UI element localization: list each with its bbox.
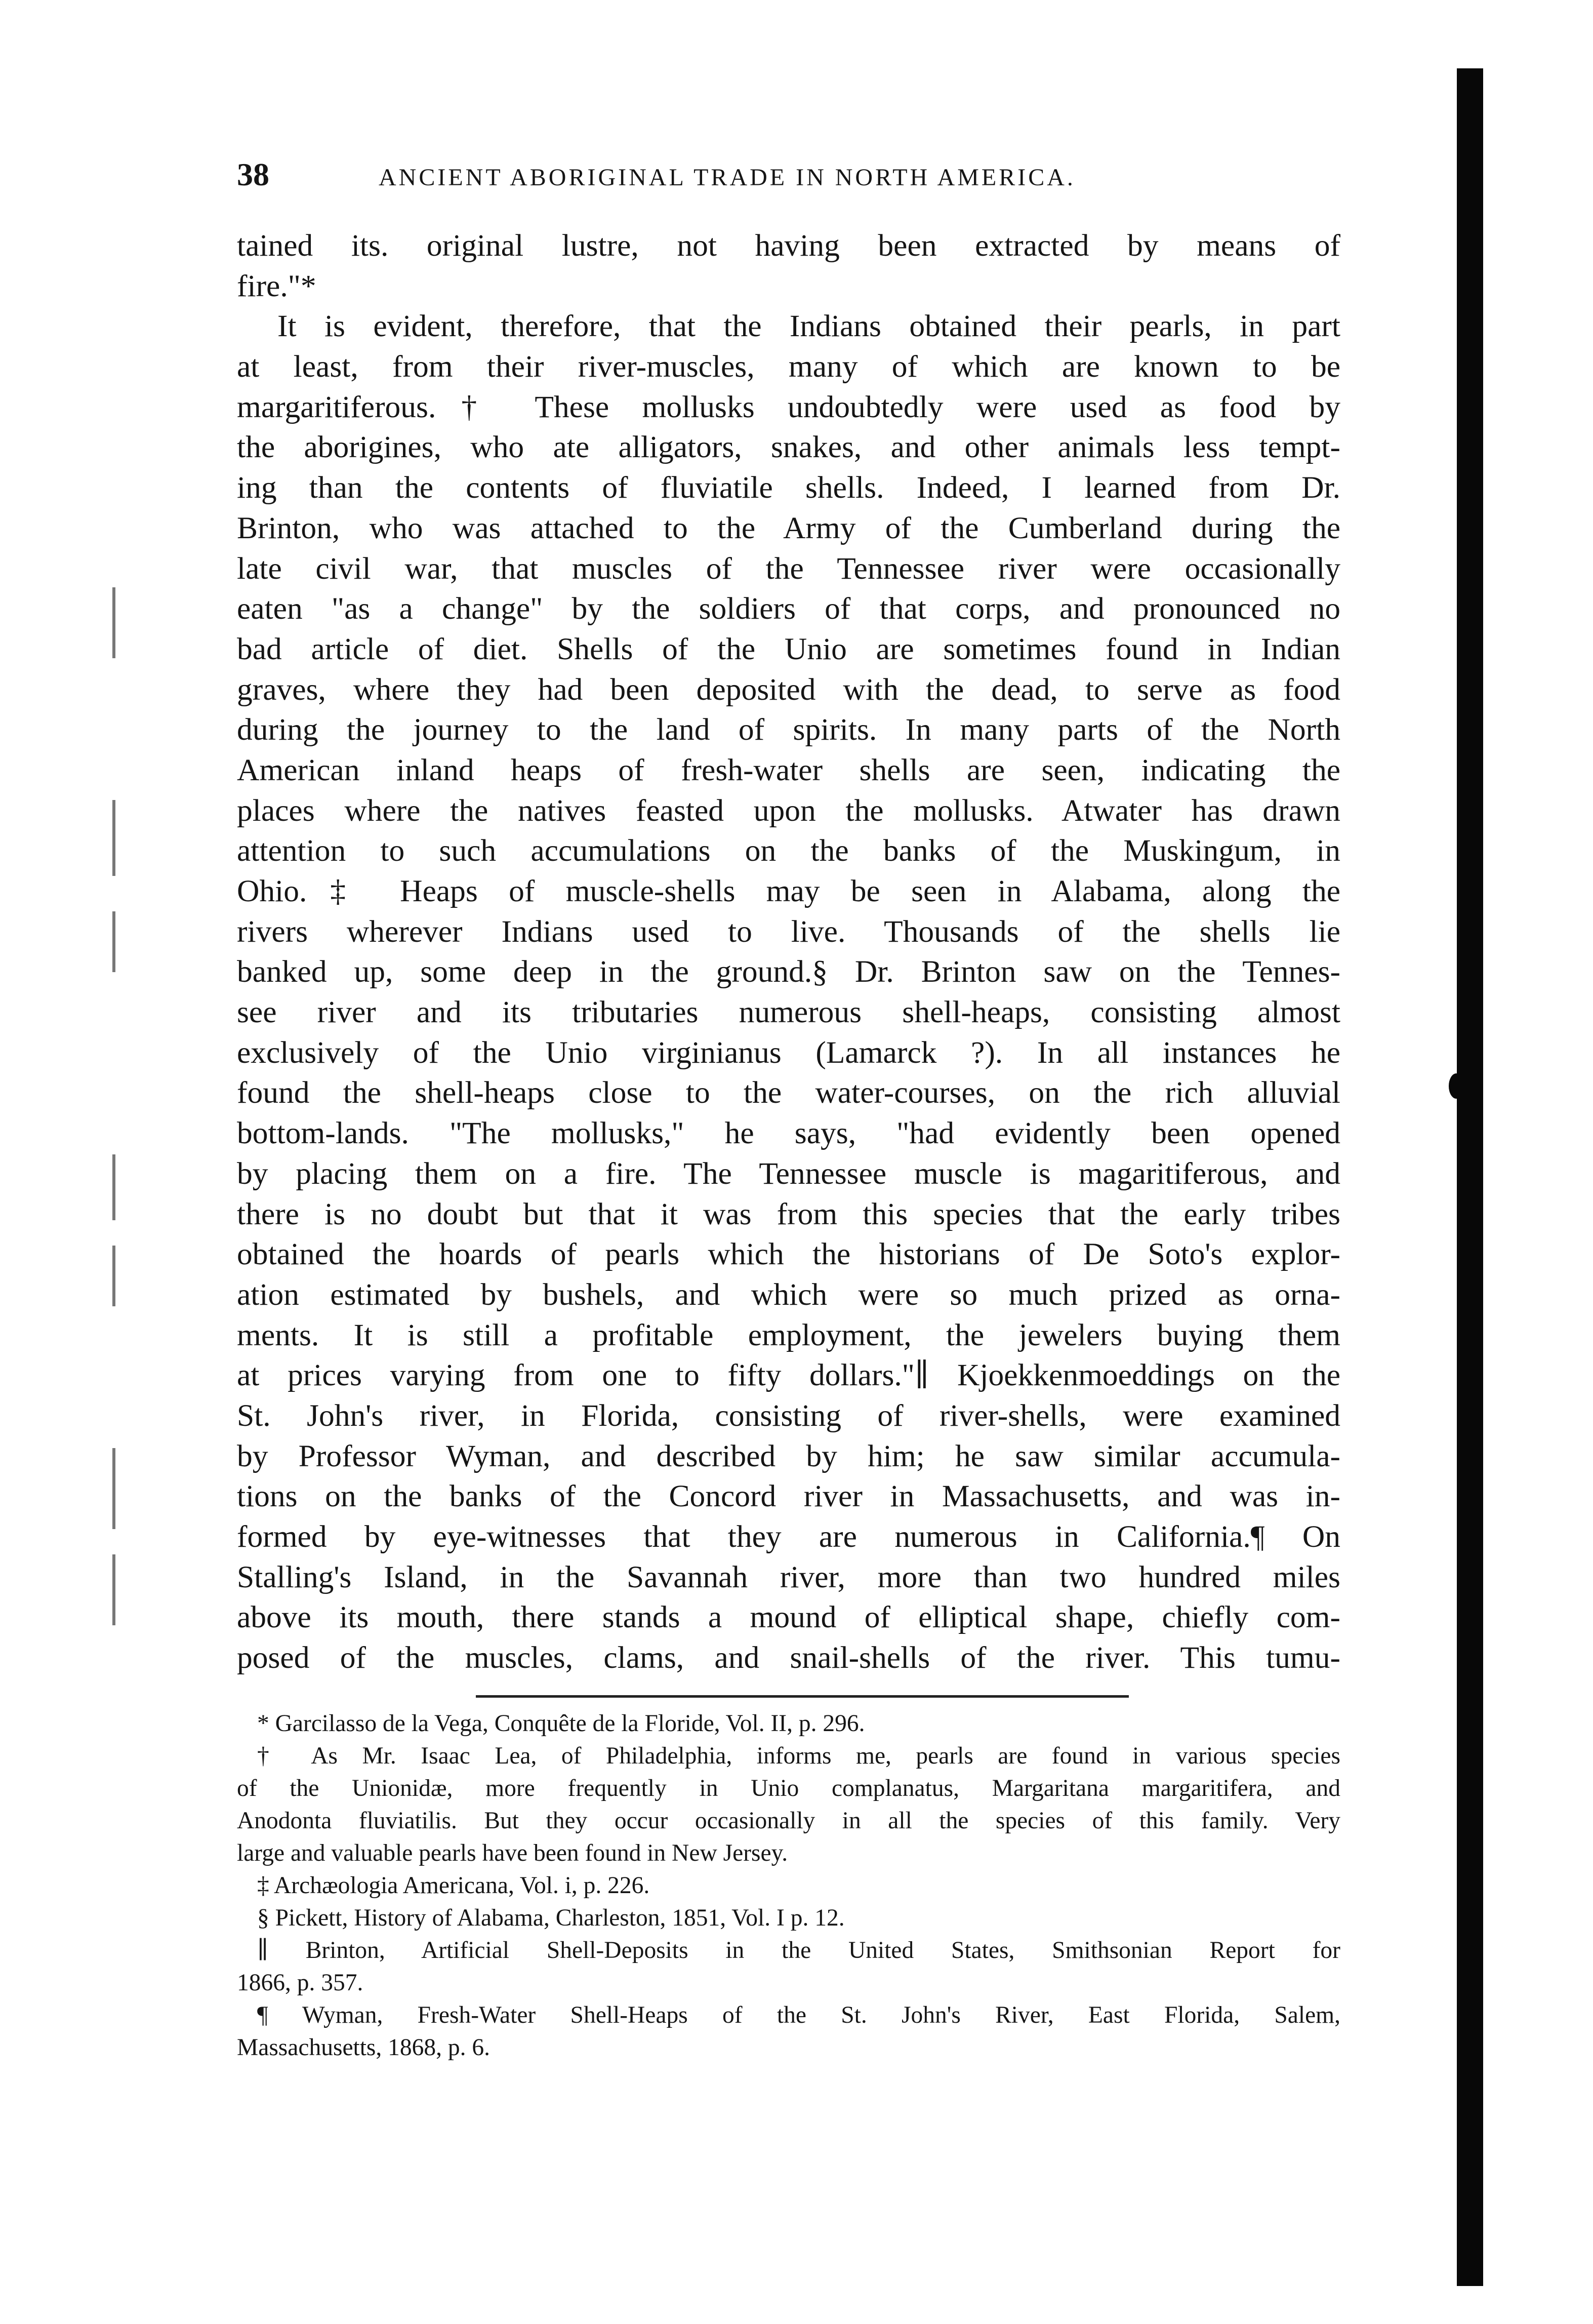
running-head: ANCIENT ABORIGINAL TRADE IN NORTH AMERICA. bbox=[379, 164, 1076, 191]
footnote-divider bbox=[476, 1695, 1129, 1698]
body-line: St. John's river, in Florida, consisting of river-shells, were examined bbox=[237, 1398, 1340, 1433]
footnote-line: † As Mr. Isaac Lea, of Philadelphia, informs me, pearls are found in various species bbox=[257, 1743, 1340, 1769]
body-line: margaritiferous.† These mollusks undoubtedly were used as food by bbox=[237, 389, 1340, 424]
footnote-line: large and valuable pearls have been found in New Jersey. bbox=[237, 1840, 788, 1866]
margin-speck bbox=[112, 800, 115, 876]
margin-speck bbox=[112, 1246, 115, 1306]
body-line: ing than the contents of fluviatile shells. Indeed, I learned from Dr. bbox=[237, 470, 1340, 505]
body-line: Stalling's Island, in the Savannah river, more than two hundred miles bbox=[237, 1559, 1340, 1594]
page-header bbox=[237, 152, 1340, 197]
body-line: at least, from their river-muscles, many of which are known to be bbox=[237, 349, 1340, 384]
body-line: Brinton, who was attached to the Army of the Cumberland during the bbox=[237, 510, 1340, 545]
body-line: ation estimated by bushels, and which were so much prized as orna- bbox=[237, 1277, 1340, 1312]
footnote-line: * Garcilasso de la Vega, Conquête de la Floride, Vol. II, p. 296. bbox=[257, 1710, 865, 1737]
body-line: during the journey to the land of spirits. In many parts of the North bbox=[237, 712, 1340, 747]
body-line: by Professor Wyman, and described by him; he saw similar accumula- bbox=[237, 1438, 1340, 1473]
footnotes bbox=[237, 1707, 1340, 2064]
footnote-line: ¶ Wyman, Fresh-Water Shell-Heaps of the St. John's River, East Florida, Salem, bbox=[257, 2002, 1340, 2028]
footnote-line: Anodonta fluviatilis. But they occur occasionally in all the species of this family. Very bbox=[237, 1808, 1340, 1834]
binding-notch bbox=[1449, 1073, 1464, 1099]
body-line: at prices varying from one to fifty dollars."∥ Kjoekkenmoeddings on the bbox=[237, 1358, 1340, 1393]
margin-speck bbox=[112, 587, 115, 658]
body-line: exclusively of the Unio virginianus (Lamarck ?). In all instances he bbox=[237, 1035, 1340, 1070]
binding-shadow bbox=[1457, 68, 1483, 2286]
body-line: found the shell-heaps close to the water-courses, on the rich alluvial bbox=[237, 1075, 1340, 1110]
page-number: 38 bbox=[237, 156, 269, 192]
body-line: the aborigines, who ate alligators, snakes, and other animals less tempt- bbox=[237, 430, 1340, 465]
body-line: bad article of diet. Shells of the Unio are sometimes found in Indian bbox=[237, 631, 1340, 666]
body-line: tions on the banks of the Concord river in Massachusetts, and was in- bbox=[237, 1479, 1340, 1514]
margin-speck bbox=[112, 1154, 115, 1220]
body-line: above its mouth, there stands a mound of elliptical shape, chiefly com- bbox=[237, 1600, 1340, 1635]
margin-speck bbox=[112, 911, 115, 972]
body-line: banked up, some deep in the ground.§ Dr. Brinton saw on the Tennes- bbox=[237, 954, 1340, 989]
margin-speck bbox=[112, 1554, 115, 1625]
body-line: eaten "as a change" by the soldiers of that corps, and pronounced no bbox=[237, 591, 1340, 626]
footnote-line: Massachusetts, 1868, p. 6. bbox=[237, 2034, 491, 2061]
body-line: tained its. original lustre, not having been extracted by means of bbox=[237, 228, 1340, 263]
body-line: late civil war, that muscles of the Tennessee river were occasionally bbox=[237, 551, 1340, 586]
body-line: by placing them on a fire. The Tennessee muscle is magaritiferous, and bbox=[237, 1156, 1340, 1191]
footnote-line: § Pickett, History of Alabama, Charleston, 1851, Vol. I p. 12. bbox=[257, 1905, 845, 1931]
body-line: rivers wherever Indians used to live. Thousands of the shells lie bbox=[237, 914, 1340, 949]
footnote-line: ∥ Brinton, Artificial Shell-Deposits in the United States, Smithsonian Report for bbox=[257, 1937, 1340, 1964]
body-line: fire."* bbox=[237, 268, 316, 303]
body-line: It is evident, therefore, that the Indians obtained their pearls, in part bbox=[277, 309, 1340, 344]
body-line: Ohio.‡ Heaps of muscle-shells may be seen in Alabama, along the bbox=[237, 874, 1340, 908]
body-line: attention to such accumulations on the banks of the Muskingum, in bbox=[237, 833, 1340, 868]
footnote-line: ‡ Archæologia Americana, Vol. i, p. 226. bbox=[257, 1872, 650, 1899]
body-line: posed of the muscles, clams, and snail-shells of the river. This tumu- bbox=[237, 1640, 1340, 1675]
body-line: places where the natives feasted upon the mollusks. Atwater has drawn bbox=[237, 793, 1340, 828]
footnote-line: 1866, p. 357. bbox=[237, 1970, 363, 1996]
body-line: American inland heaps of fresh-water shells are seen, indicating the bbox=[237, 752, 1340, 787]
footnote-line: of the Unionidæ, more frequently in Unio complanatus, Margaritana margaritifera, and bbox=[237, 1775, 1340, 1801]
body-line: formed by eye-witnesses that they are numerous in California.¶ On bbox=[237, 1519, 1340, 1554]
body-line: see river and its tributaries numerous shell-heaps, consisting almost bbox=[237, 995, 1340, 1030]
body-line: ments. It is still a profitable employment, the jewelers buying them bbox=[237, 1317, 1340, 1352]
body-line: graves, where they had been deposited with the dead, to serve as food bbox=[237, 672, 1340, 707]
body-text bbox=[237, 226, 1340, 1678]
body-line: obtained the hoards of pearls which the historians of De Soto's explor- bbox=[237, 1237, 1340, 1272]
body-line: there is no doubt but that it was from this species that the early tribes bbox=[237, 1196, 1340, 1231]
body-line: bottom-lands. "The mollusks," he says, "had evidently been opened bbox=[237, 1116, 1340, 1151]
margin-speck bbox=[112, 1448, 115, 1529]
